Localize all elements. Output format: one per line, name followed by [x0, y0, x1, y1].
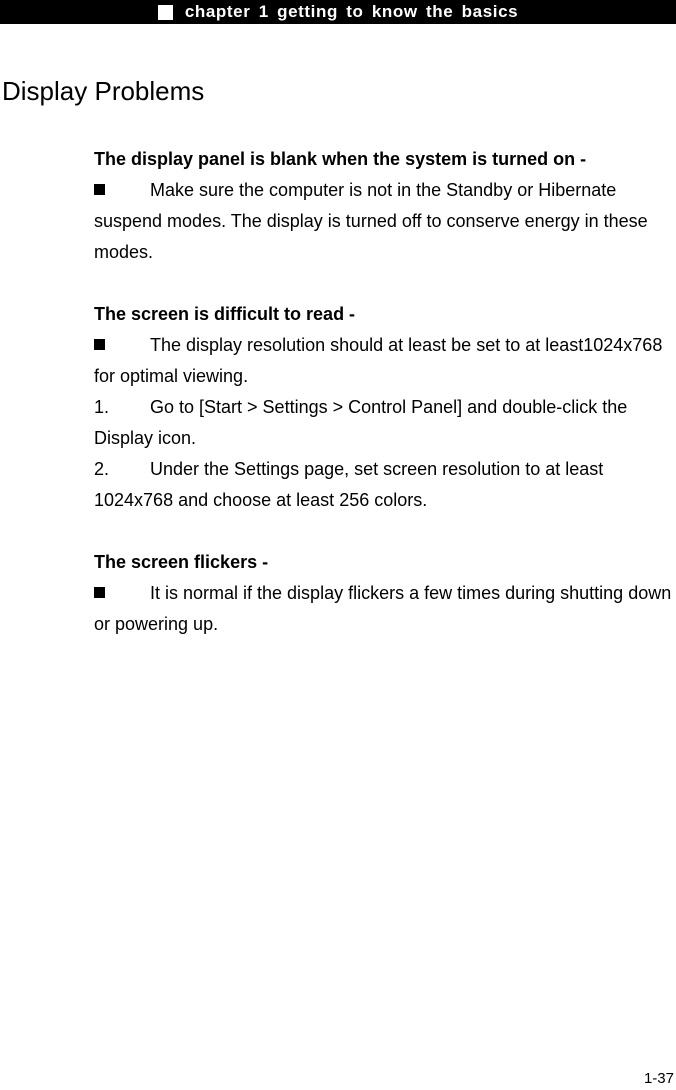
section-heading-difficult-read: The screen is difficult to read -: [94, 304, 356, 324]
square-bullet-icon: [94, 587, 105, 598]
bullet-marker: [94, 330, 150, 361]
chapter-header-text: chapter 1 getting to know the basics: [184, 2, 519, 21]
numbered-step: [94, 454, 674, 516]
section-heading-screen-flickers: The screen flickers -: [94, 552, 269, 572]
bullet-item: [94, 578, 674, 640]
section-heading-blank-display: The display panel is blank when the system is turned on -: [94, 149, 587, 169]
step-number: 2.: [94, 459, 110, 479]
bullet-marker: [94, 578, 150, 609]
bullet-text: The display resolution should at least be set to at least1024x768 for optimal viewing.: [94, 335, 663, 386]
bullet-item: [94, 330, 674, 392]
paragraph-gap: [94, 516, 674, 547]
page-number: 1-37: [643, 1070, 674, 1087]
numbered-step: [94, 392, 674, 454]
bullet-item: [94, 175, 674, 268]
bullet-text: Make sure the computer is not in the Standby or Hibernate suspend modes. The display is turned off to conserve energy in these modes.: [94, 180, 648, 262]
square-bullet-icon: [94, 184, 105, 195]
step-text: Go to [Start > Settings > Control Panel] and double-click the Display icon.: [94, 397, 628, 448]
document-body: [94, 144, 674, 640]
page-title: Display Problems: [2, 76, 205, 106]
bullet-marker: [94, 175, 150, 206]
paragraph-gap: [94, 268, 674, 299]
bullet-text: It is normal if the display flickers a few times during shutting down or powering up.: [94, 583, 672, 634]
step-number: 1.: [94, 397, 110, 417]
chapter-header-bar: [0, 0, 676, 24]
header-square-icon: [158, 5, 173, 20]
square-bullet-icon: [94, 339, 105, 350]
step-text: Under the Settings page, set screen resolution to at least 1024x768 and choose at least 256 colors.: [94, 459, 604, 510]
